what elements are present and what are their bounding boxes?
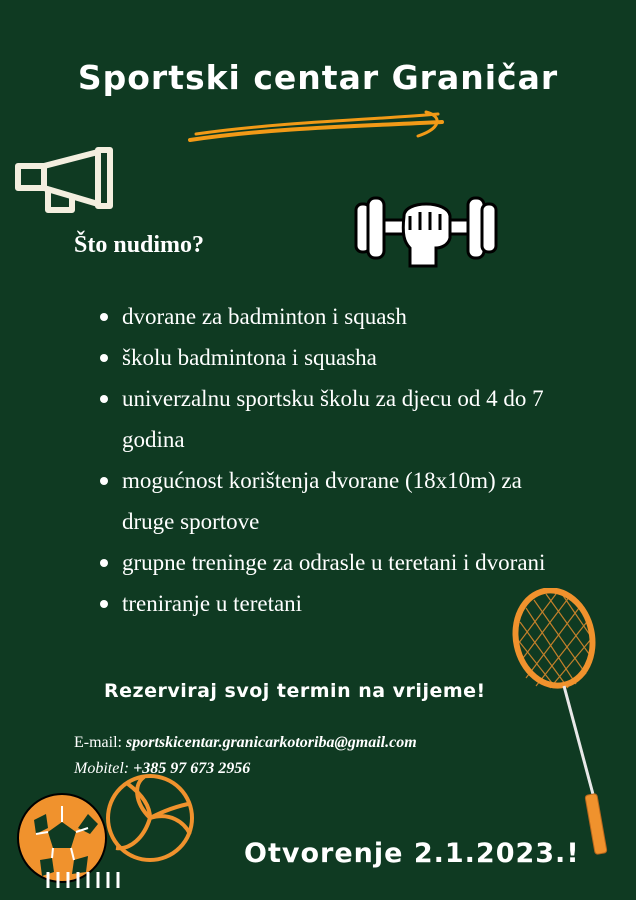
list-item: univerzalnu sportsku školu za djecu od 4 do 7 godina: [98, 378, 568, 460]
megaphone-icon: [14, 146, 114, 218]
volleyball-icon: [104, 772, 196, 864]
reservation-call-to-action: Rezerviraj svoj termin na vrijeme!: [104, 680, 486, 702]
email-label: E-mail:: [74, 734, 122, 751]
list-item: grupne treninge za odrasle u teretani i dvorani: [98, 542, 568, 583]
poster-title: Sportski centar Graničar: [77, 58, 559, 97]
opening-date: Otvorenje 2.1.2023.!: [244, 838, 580, 869]
list-item: dvorane za badminton i squash: [98, 296, 568, 337]
phone-label: Mobitel:: [74, 760, 130, 777]
list-item: mogućnost korištenja dvorane (18x10m) za druge sportove: [98, 460, 568, 542]
email-line: [74, 730, 417, 756]
dumbbell-fist-icon: [352, 190, 502, 270]
offers-list: [98, 296, 568, 624]
list-item: školu badmintona i squasha: [98, 337, 568, 378]
phone-number[interactable]: +385 97 673 2956: [133, 760, 251, 777]
list-item: treniranje u teretani: [98, 583, 568, 624]
badminton-racket-icon: [506, 588, 616, 864]
decorative-dashes: [44, 870, 124, 890]
swoosh-underline: [180, 110, 450, 150]
offers-heading: Što nudimo?: [74, 232, 205, 258]
email-address[interactable]: sportskicentar.granicarkotoriba@gmail.com: [125, 734, 417, 751]
